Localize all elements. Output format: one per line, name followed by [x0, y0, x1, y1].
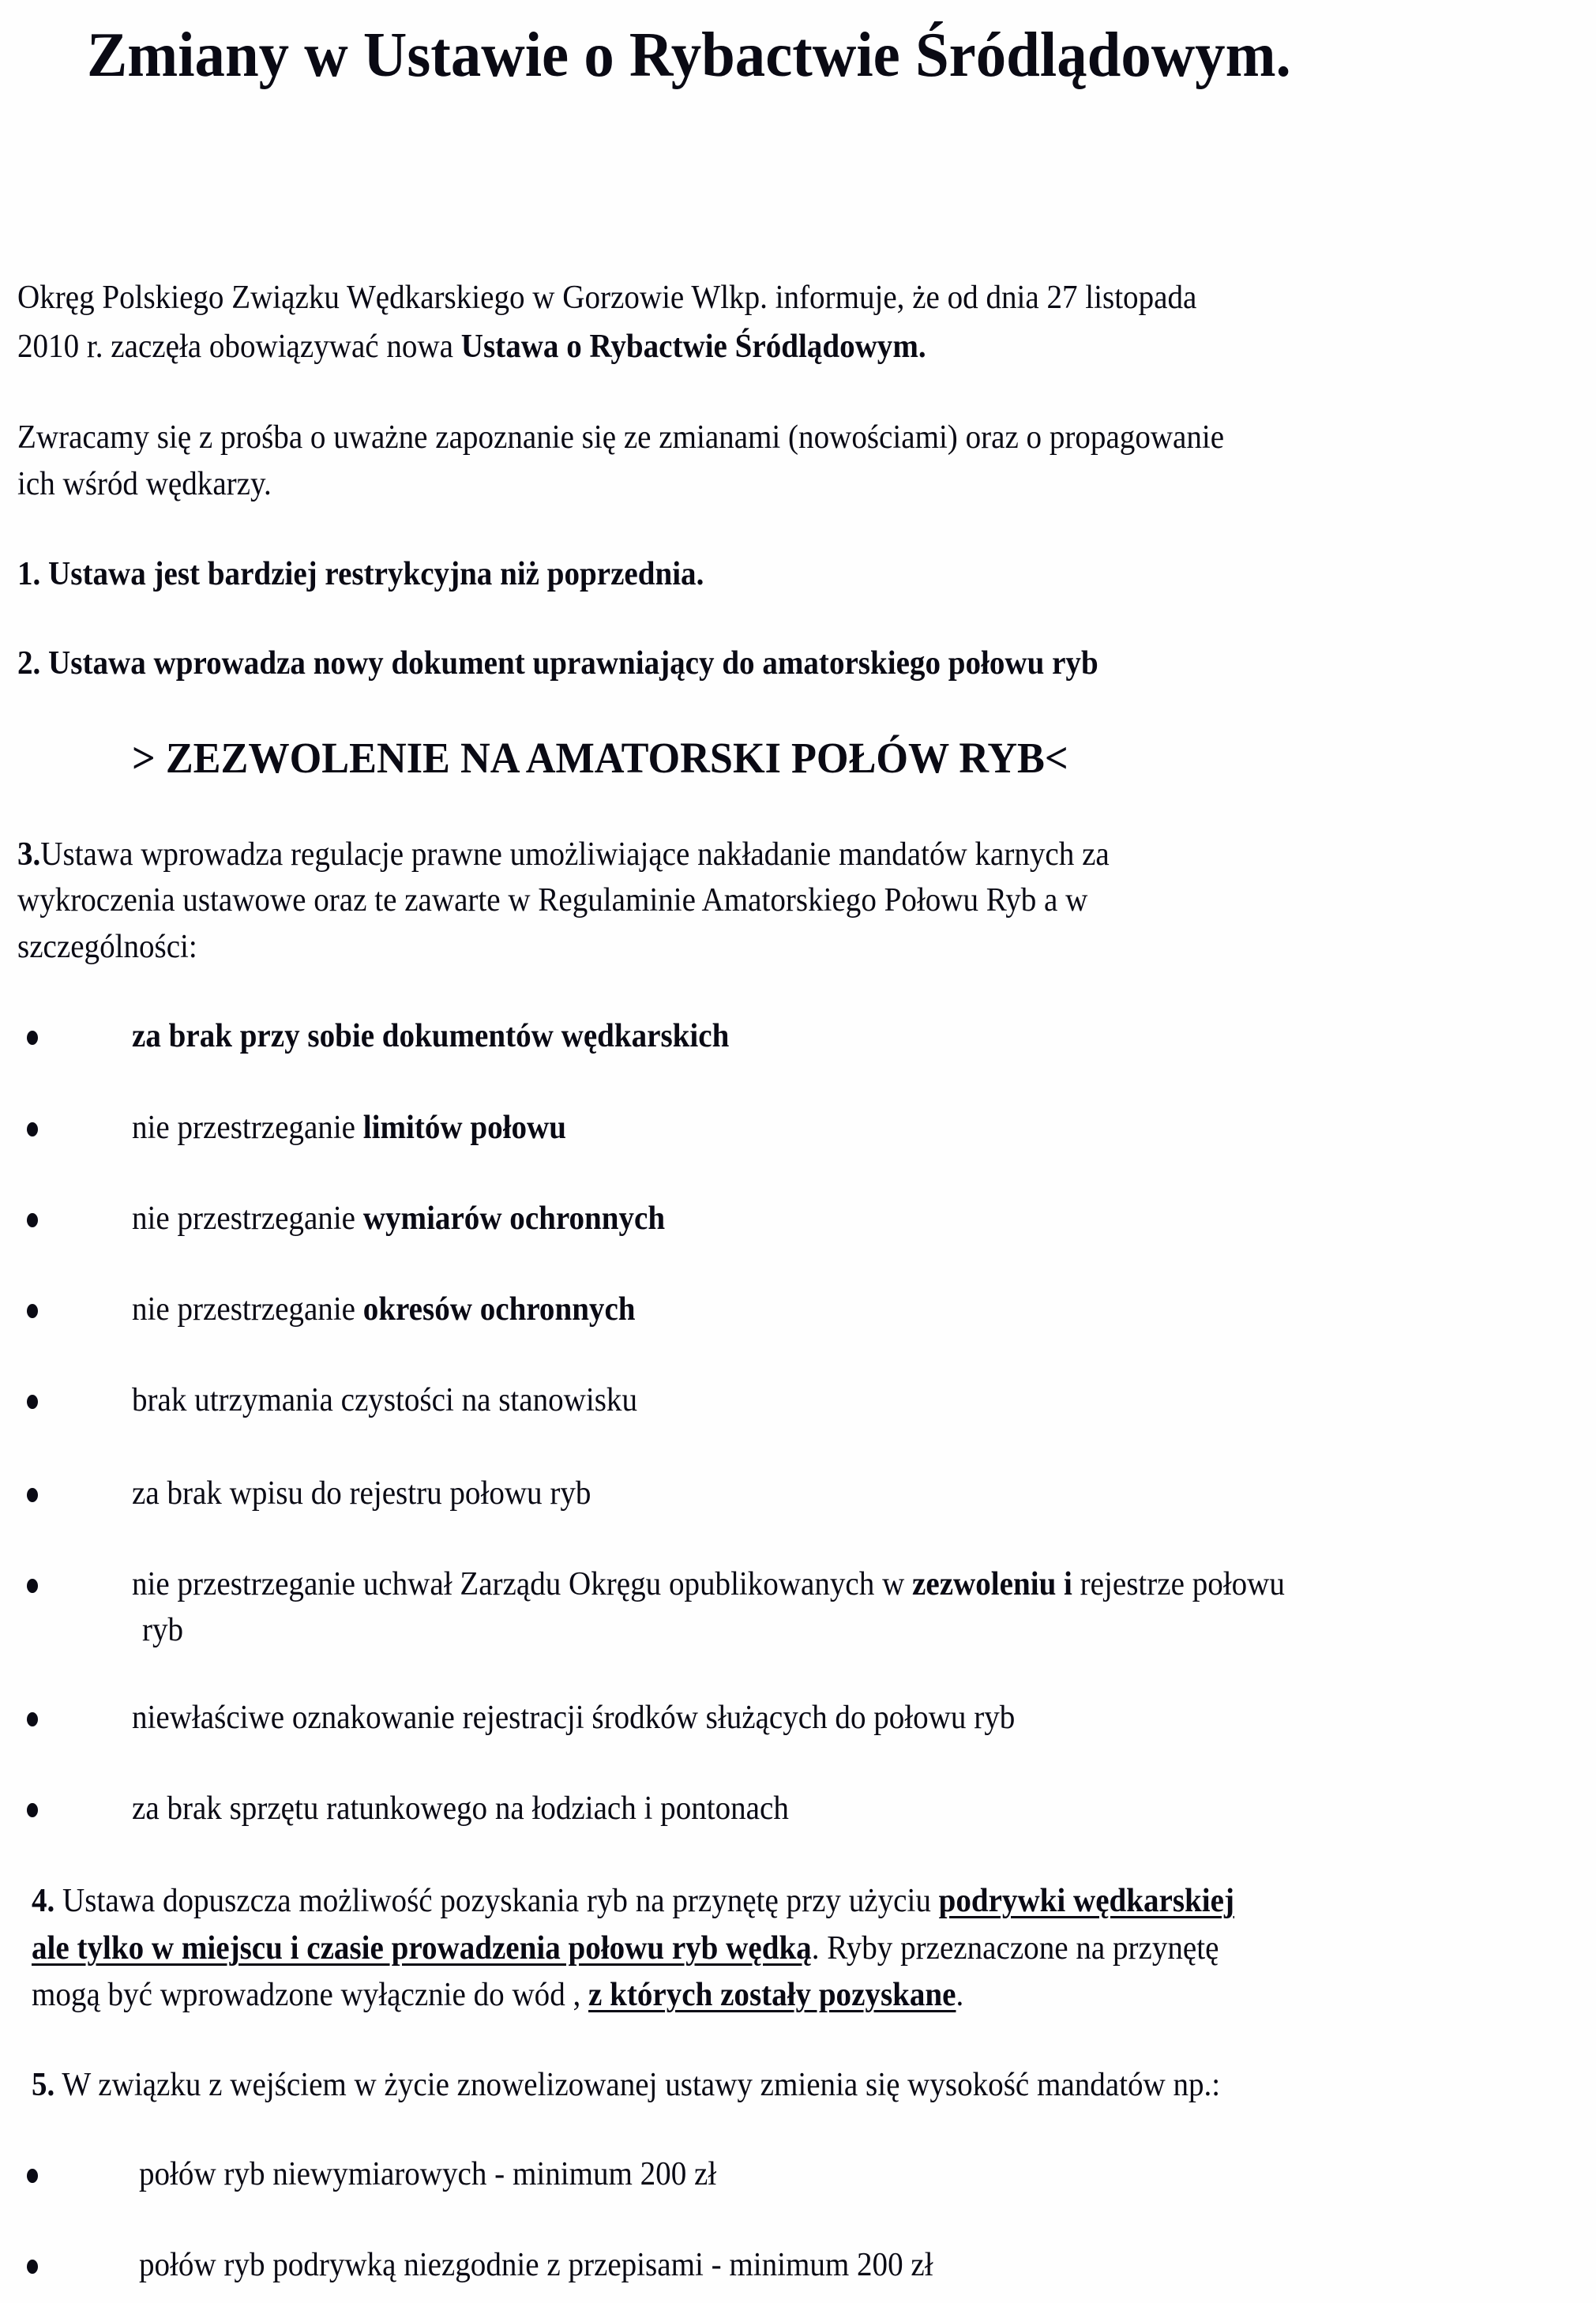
bullet-icon — [27, 2169, 38, 2183]
act-name: Ustawa o Rybactwie Śródlądowym. — [460, 329, 926, 365]
list-item — [132, 1111, 566, 1144]
point-3-number: 3. — [17, 836, 41, 873]
request-line-2: ich wśród wędkarzy. — [17, 466, 272, 502]
list-item: za brak wpisu do rejestru połowu ryb — [132, 1475, 591, 1512]
intro-line-1: Okręg Polskiego Związku Wędkarskiego w Gorzowie Wlkp. informuje, że od dnia 27 listopada — [17, 280, 1197, 316]
item-bold: okresów ochronnych — [362, 1291, 636, 1328]
point-4-emphasis: ale tylko w miejscu i czasie prowadzenia połowu ryb wędką — [32, 1930, 812, 1967]
list-item-continuation: ryb — [142, 1612, 184, 1648]
point-4-line-2 — [32, 1932, 1219, 1965]
item-bold: limitów połowu — [362, 1110, 566, 1146]
list-item: niewłaściwe oznakowanie rejestracji środków służących do połowu ryb — [132, 1700, 1016, 1736]
list-item — [132, 1568, 1285, 1601]
permit-heading: > ZEZWOLENIE NA AMATORSKI POŁÓW RYB< — [132, 734, 1068, 782]
item-text-after: rejestrze połowu — [1072, 1566, 1285, 1602]
point-3-line-3: szczególności: — [17, 929, 197, 965]
document-title: Zmiany w Ustawie o Rybactwie Śródlądowym. — [87, 21, 1291, 90]
bullet-icon — [27, 1031, 38, 1045]
fine-item: połów ryb niewymiarowych - minimum 200 zł — [139, 2156, 717, 2192]
item-bold: zezwoleniu i — [912, 1566, 1072, 1602]
bullet-icon — [27, 1488, 38, 1502]
point-2: 2. Ustawa wprowadza nowy dokument uprawniający do amatorskiego połowu ryb — [17, 645, 1098, 682]
point-4-text: mogą być wprowadzone wyłącznie do wód , — [32, 1977, 589, 2013]
point-3-line-1 — [17, 838, 1110, 871]
point-4-line-3 — [32, 1978, 963, 2012]
point-4-line-1 — [32, 1884, 1234, 1918]
point-3-line-2: wykroczenia ustawowe oraz te zawarte w Regulaminie Amatorskiego Połowu Ryb a w — [17, 882, 1088, 919]
list-item: za brak sprzętu ratunkowego na łodziach i pontonach — [132, 1790, 789, 1827]
bullet-icon — [27, 1122, 38, 1136]
point-3-text: Ustawa wprowadza regulacje prawne umożliwiające nakładanie mandatów karnych za — [40, 836, 1110, 873]
list-item — [132, 1020, 729, 1053]
point-4-text: . — [956, 1977, 964, 2013]
fine-item: połów ryb podrywką niezgodnie z przepisami - minimum 200 zł — [139, 2247, 933, 2283]
point-5-number: 5. — [32, 2067, 55, 2103]
list-item — [132, 1293, 636, 1326]
item-bold: za brak przy sobie dokumentów wędkarskich — [132, 1018, 730, 1054]
point-5-text: W związku z wejściem w życie znowelizowanej ustawy zmienia się wysokość mandatów np.: — [54, 2067, 1221, 2103]
bullet-icon — [27, 1395, 38, 1409]
intro-text: 2010 r. zaczęła obowiązywać nowa — [17, 329, 461, 365]
list-item — [132, 1202, 665, 1235]
intro-line-2 — [17, 330, 926, 363]
bullet-icon — [27, 1803, 38, 1817]
bullet-icon — [27, 1304, 38, 1318]
item-bold: wymiarów ochronnych — [362, 1200, 666, 1237]
bullet-icon — [27, 2260, 38, 2274]
list-item: brak utrzymania czystości na stanowisku — [132, 1382, 637, 1418]
item-text: nie przestrzeganie — [132, 1200, 363, 1237]
request-line-1: Zwracamy się z prośba o uważne zapoznanie się ze zmianami (nowościami) oraz o propagowanie — [17, 419, 1225, 456]
point-4-emphasis: z których zostały pozyskane — [588, 1977, 956, 2013]
point-5 — [32, 2068, 1220, 2102]
point-4-number: 4. — [32, 1883, 55, 1919]
item-text: nie przestrzeganie — [132, 1110, 363, 1146]
point-4-text: Ustawa dopuszcza możliwość pozyskania ryb na przynętę przy użyciu — [54, 1883, 939, 1919]
item-text: nie przestrzeganie uchwał Zarządu Okręgu opublikowanych w — [132, 1566, 913, 1602]
point-4-emphasis: podrywki wędkarskiej — [938, 1883, 1234, 1919]
bullet-icon — [27, 1579, 38, 1593]
item-text: nie przestrzeganie — [132, 1291, 363, 1328]
point-4-text: . Ryby przeznaczone na przynętę — [811, 1930, 1219, 1967]
bullet-icon — [27, 1213, 38, 1227]
bullet-icon — [27, 1712, 38, 1726]
point-1: 1. Ustawa jest bardziej restrykcyjna niż poprzednia. — [17, 556, 704, 592]
